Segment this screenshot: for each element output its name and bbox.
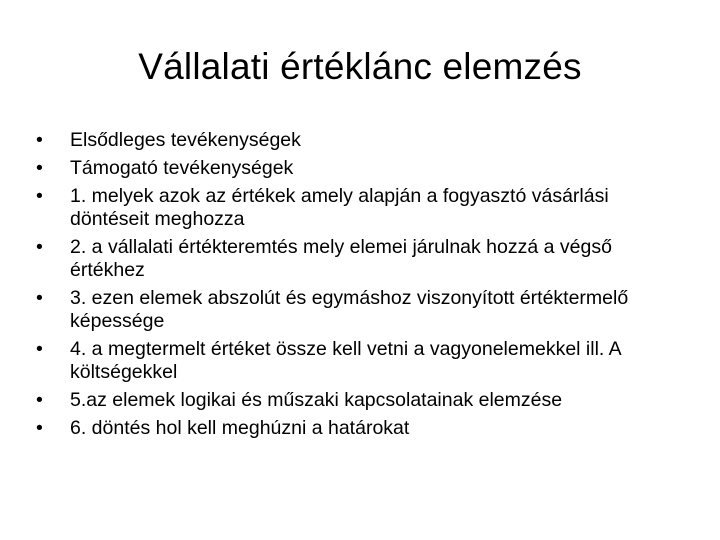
list-item-text: 4. a megtermelt értéket össze kell vetni a vagyonelemekkel ill. A költségekkel [70,338,621,383]
list-item [36,236,691,282]
list-item-text: 5.az elemek logikai és műszaki kapcsolatainak elemzése [70,389,563,411]
bullet-icon: • [36,287,43,309]
bullet-icon: • [36,157,43,179]
bullet-icon: • [36,236,43,258]
list-item-text: Támogató tevékenységek [70,157,294,179]
bullet-icon: • [36,338,43,360]
list-item [36,157,691,180]
list-item [36,185,691,231]
list-item [36,338,691,384]
list-item-text: 3. ezen elemek abszolút és egymáshoz viszonyított értéktermelő képessége [70,287,629,332]
list-item [36,287,691,333]
list-item [36,389,691,412]
list-item-text: 2. a vállalati értékteremtés mely elemei járulnak hozzá a végső értékhez [70,236,612,281]
bullet-icon: • [36,129,43,151]
slide-title: Vállalati értéklánc elemzés [138,46,582,87]
list-item-text: 6. döntés hol kell meghúzni a határokat [70,417,410,439]
list-item-text: 1. melyek azok az értékek amely alapján a fogyasztó vásárlási döntéseit meghozza [70,185,609,230]
list-item [36,129,691,152]
list-item-text: Elsődleges tevékenységek [70,129,301,151]
bullet-list [36,129,691,445]
bullet-icon: • [36,417,43,439]
list-item [36,417,691,440]
bullet-icon: • [36,185,43,207]
bullet-icon: • [36,389,43,411]
